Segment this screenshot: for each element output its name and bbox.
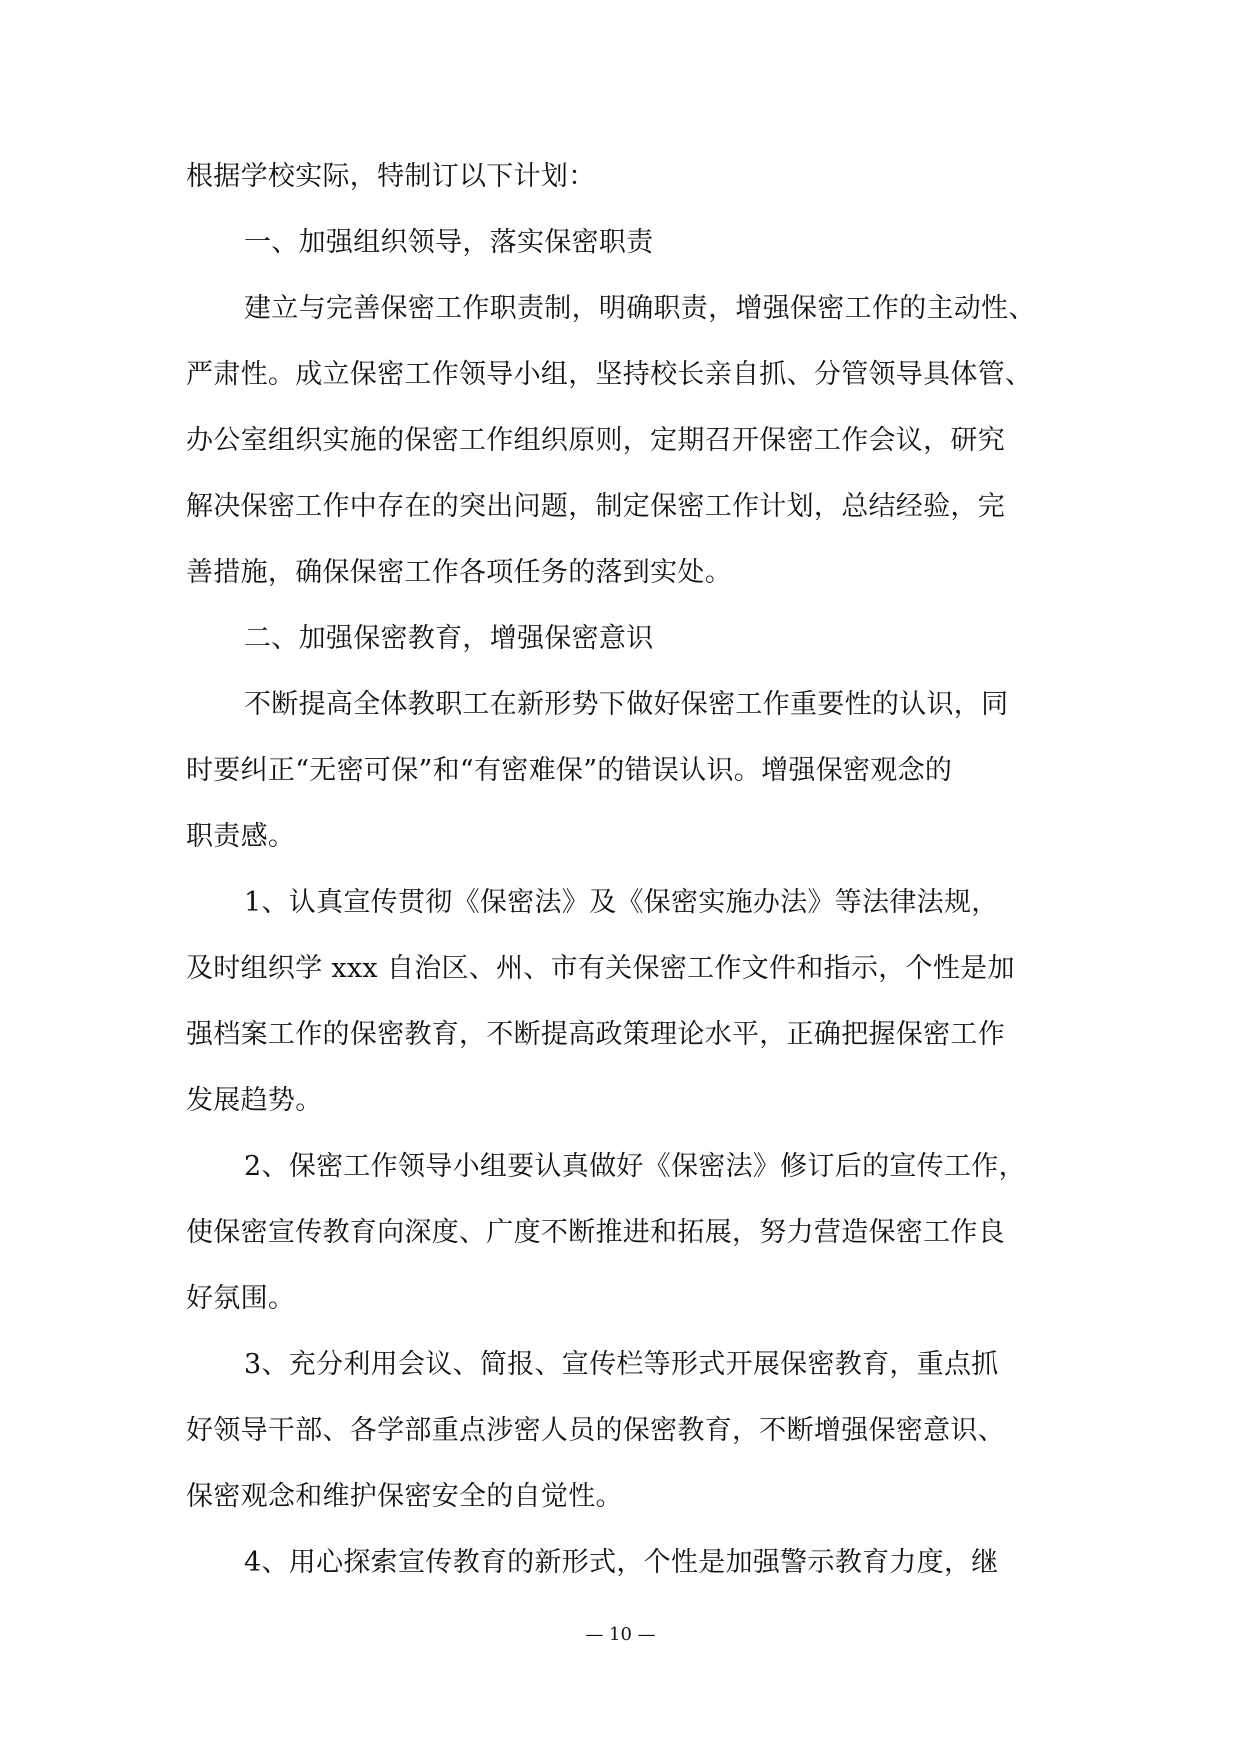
text-line: 及时组织学 xxx 自治区、州、市有关保密工作文件和指示，个性是加 — [186, 953, 1015, 984]
page-number: — 10 — — [585, 1624, 656, 1645]
list-item-text: 1、认真宣传贯彻《保密法》及《保密实施办法》等法律法规， — [244, 887, 999, 918]
text-line: 强档案工作的保密教育，不断提高政策理论水平，正确把握保密工作 — [186, 1019, 1005, 1050]
text-line: 保密观念和维护保密安全的自觉性。 — [186, 1481, 623, 1512]
list-item-text: 3、充分利用会议、简报、宣传栏等形式开展保密教育，重点抓 — [244, 1349, 999, 1380]
text-line: 好领导干部、各学部重点涉密人员的保密教育，不断增强保密意识、 — [186, 1415, 1005, 1446]
list-item-text: 2、保密工作领导小组要认真做好《保密法》修订后的宣传工作， — [244, 1151, 1026, 1182]
text-line: 严肃性。成立保密工作领导小组，坚持校长亲自抓、分管领导具体管、 — [186, 359, 1033, 390]
text-line: 善措施，确保保密工作各项任务的落到实处。 — [186, 557, 732, 588]
list-item-text: 4、用心探索宣传教育的新形式，个性是加强警示教育力度，继 — [244, 1547, 999, 1578]
text-line: 解决保密工作中存在的突出问题，制定保密工作计划，总结经验，完 — [186, 491, 1005, 522]
section-heading: 一、加强组织领导，落实保密职责 — [244, 227, 654, 258]
text-line: 时要纠正“无密可保”和“有密难保”的错误认识。增强保密观念的 — [186, 755, 953, 786]
text-line: 根据学校实际，特制订以下计划： — [186, 161, 596, 192]
text-line: 发展趋势。 — [186, 1085, 323, 1116]
text-line: 使保密宣传教育向深度、广度不断推进和拓展，努力营造保密工作良 — [186, 1217, 1005, 1248]
text-line: 职责感。 — [186, 821, 296, 852]
text-line: 好氛围。 — [186, 1283, 296, 1314]
text-line: 不断提高全体教职工在新形势下做好保密工作重要性的认识，同 — [244, 689, 1009, 720]
document-body — [186, 162, 1066, 1614]
section-heading: 二、加强保密教育，增强保密意识 — [244, 623, 654, 654]
text-line: 办公室组织实施的保密工作组织原则，定期召开保密工作会议，研究 — [186, 425, 1005, 456]
text-line: 建立与完善保密工作职责制，明确职责，增强保密工作的主动性、 — [244, 293, 1036, 324]
